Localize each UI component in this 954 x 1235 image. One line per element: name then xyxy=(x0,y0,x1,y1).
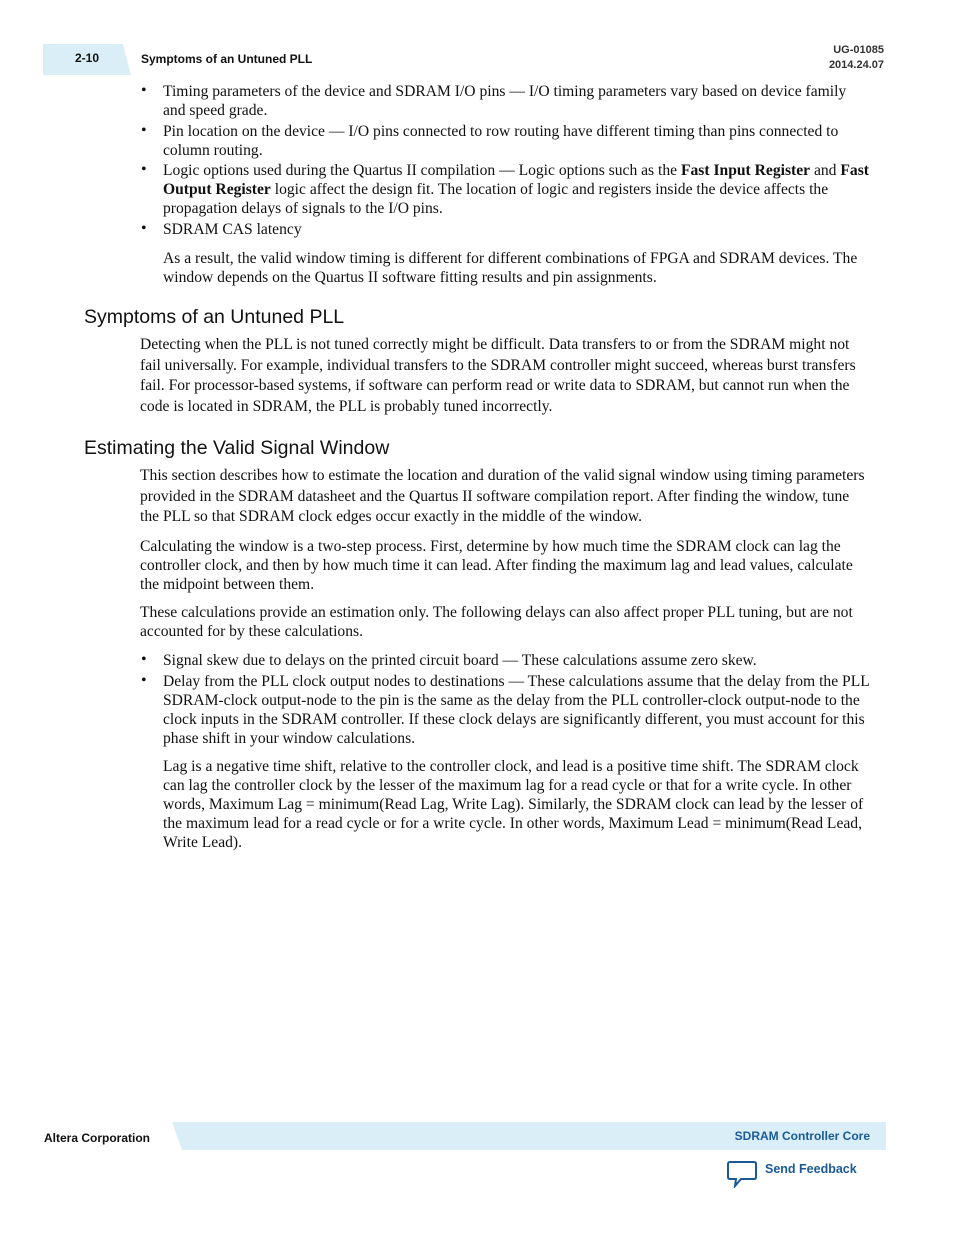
section-heading-symptoms: Symptoms of an Untuned PLL xyxy=(84,306,345,328)
doc-date: 2014.24.07 xyxy=(828,59,884,71)
bullet-text: Pin location on the device — I/O pins connected to row routing have different timing than pins connected to column routing. xyxy=(163,123,839,159)
footer-company: Altera Corporation xyxy=(44,1131,151,1145)
estimating-paragraph-1: This section describes how to estimate the location and duration of the valid signal window using timing parameters provided in the SDRAM datasheet and the Quartus II software compilation report. After finding the window, tune the PLL so that SDRAM clock edges occur exactly in the middle of the window. xyxy=(140,467,865,525)
section-heading-estimating: Estimating the Valid Signal Window xyxy=(84,437,390,459)
symptoms-paragraph: Detecting when the PLL is not tuned correctly might be difficult. Data transfers to or from the SDRAM might not fail universally. For example, individual transfers to the SDRAM controller might succeed, whereas burst transfers fail. For processor-based systems, if software can perform read or write data to SDRAM, but cannot run when the code is located in SDRAM, the PLL is probably tuned incorrectly. xyxy=(140,336,856,415)
doc-identifier xyxy=(829,43,884,73)
estimating-paragraph-2: Calculating the window is a two-step process. First, determine by how much time the SDRAM clock can lag the controller clock, and then by how much time it can lead. After finding the maximum lag and lead values, calculate the midpoint between them. xyxy=(140,538,853,593)
bold-term: Fast Output Register xyxy=(163,162,869,198)
send-feedback-link[interactable] xyxy=(727,1158,877,1188)
intro-result-paragraph: As a result, the valid window timing is different for different combinations of FPGA and SDRAM devices. The window depends on the Quartus II software fitting results and pin assignments. xyxy=(163,250,858,286)
bold-term: Fast Input Register xyxy=(680,162,811,179)
bullet-text: Timing parameters of the device and SDRAM I/O pins — I/O timing parameters vary based on device family and speed grade. xyxy=(163,83,847,119)
footer-doc-title: SDRAM Controller Core xyxy=(734,1129,870,1143)
doc-id: UG-01085 xyxy=(833,44,884,56)
lag-lead-paragraph: Lag is a negative time shift, relative to the controller clock, and lead is a positive time shift. The SDRAM clock can lag the controller clock by the lesser of the maximum lag for a read cycle or that for a write cycle. In other words, Maximum Lag = minimum(Read Lag, Write Lag). Similarly, the SDRAM clock can lead by the lesser of the maximum lead for a read cycle or for a write cycle. In other words, Maximum Lead = minimum(Read Lead, Write Lead). xyxy=(163,758,864,851)
send-feedback-label[interactable]: Send Feedback xyxy=(765,1162,857,1176)
bullet-text: Signal skew due to delays on the printed circuit board — These calculations assume zero skew. xyxy=(163,652,757,669)
bullet-text: SDRAM CAS latency xyxy=(163,221,302,238)
running-header-title: Symptoms of an Untuned PLL xyxy=(141,52,313,66)
estimating-paragraph-3: These calculations provide an estimation only. The following delays can also affect proper PLL tuning, but are not accounted for by these calculations. xyxy=(140,604,853,640)
feedback-speech-bubble-icon xyxy=(727,1160,757,1188)
bullet-text: Delay from the PLL clock output nodes to destinations — These calculations assume that the delay from the PLL SDRAM-clock output-node to the pin is the same as the delay from the PLL controller-clock output-node to the clock inputs in the SDRAM controller. If these clock delays are significantly different, you must account for this phase shift in your window calculations. xyxy=(163,673,870,747)
bullet-text: Logic options used during the Quartus II compilation — Logic options such as the Fast Input Register and Fast Output Register logic affect the design fit. The location of logic and registers inside the device affects the propagation delays of signals to the I/O pins. xyxy=(163,162,869,217)
page-number: 2-10 xyxy=(75,51,100,65)
